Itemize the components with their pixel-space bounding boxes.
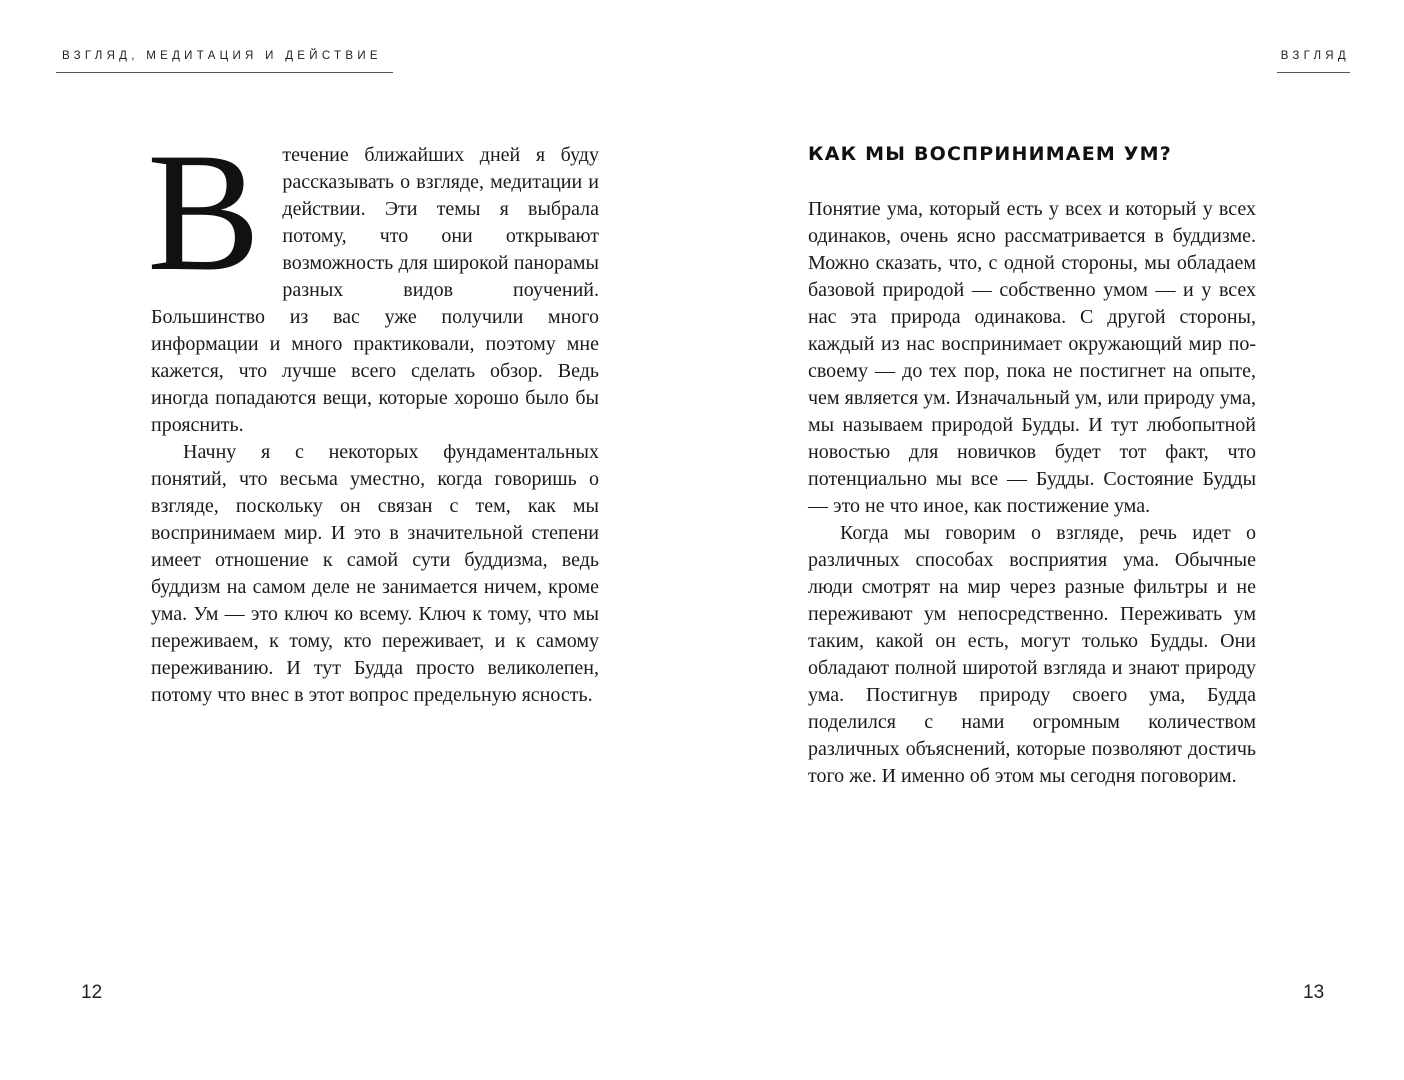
header-rule: [1277, 72, 1350, 73]
paragraph: Понятие ума, который есть у всех и который у всех одинаков, очень ясно рассматривается в буддизме. Можно сказать, что, с одной стороны, мы обладаем базовой природой — собственно умом — и у всех нас эта природа одинакова. С другой стороны, каждый из нас воспринимает окружающий мир по-своему — до тех пор, пока не постигнет на опыте, чем является ум. Изначальный ум, или природу ума, мы называем природой Будды. И тут любопытной новостью для новичков будет тот факт, что потенциально мы все — Будды. Состояние Будды — это не что иное, как постижение ума.: [808, 198, 1256, 517]
body-text: [147, 118, 599, 709]
page-number: 12: [81, 982, 103, 1003]
paragraph: Когда мы говорим о взгляде, речь идет о различных способах восприятия ума. Обычные люди смотрят на мир через разные фильтры и не переживают ум непосредственно. Переживать ум таким, какой он есть, могут только Будды. Они обладают полной широтой взгляда и знают природу ума. Постигнув природу своего ума, Будда поделился с нами огромным количеством различных объяснений, которые позволяют достичь того же. И именно об этом мы сегодня поговорим.: [808, 522, 1256, 787]
section-heading: КАК МЫ ВОСПРИНИМАЕМ УМ?: [808, 143, 1172, 165]
paragraph-text: течение ближайших дней я буду рассказывать о взгляде, медитации и действии. Эти темы я выбрала потому, что они открывают возможность для широкой панорамы разных видов поучений. Большинство из вас уже получили много информации и много практиковали, поэтому мне кажется, что лучше всего сделать обзор. Ведь иногда попадаются вещи, которые хорошо было бы прояснить.: [151, 144, 599, 436]
running-header: ВЗГЛЯД: [1280, 50, 1350, 62]
body-text: [808, 196, 1256, 790]
right-page: [702, 0, 1404, 1080]
drop-cap: В: [147, 118, 261, 306]
page-number: 13: [1303, 982, 1325, 1003]
paragraph: Начну я с некоторых фундаментальных понятий, что весьма уместно, когда говоришь о взгляде, поскольку он связан с тем, как мы воспринимаем мир. И это в значительной степени имеет отношение к самой сути буддизма, ведь буддизм на самом деле не занимается ничем, кроме ума. Ум — это ключ ко всему. Ключ к тому, что мы переживаем, к тому, кто переживает, и к самому переживанию. И тут Будда просто великолепен, потому что внес в этот вопрос предельную ясность.: [151, 441, 599, 706]
header-rule: [56, 72, 393, 73]
running-header: ВЗГЛЯД, МЕДИТАЦИЯ И ДЕЙСТВИЕ: [62, 50, 382, 62]
paragraph: [147, 118, 599, 439]
